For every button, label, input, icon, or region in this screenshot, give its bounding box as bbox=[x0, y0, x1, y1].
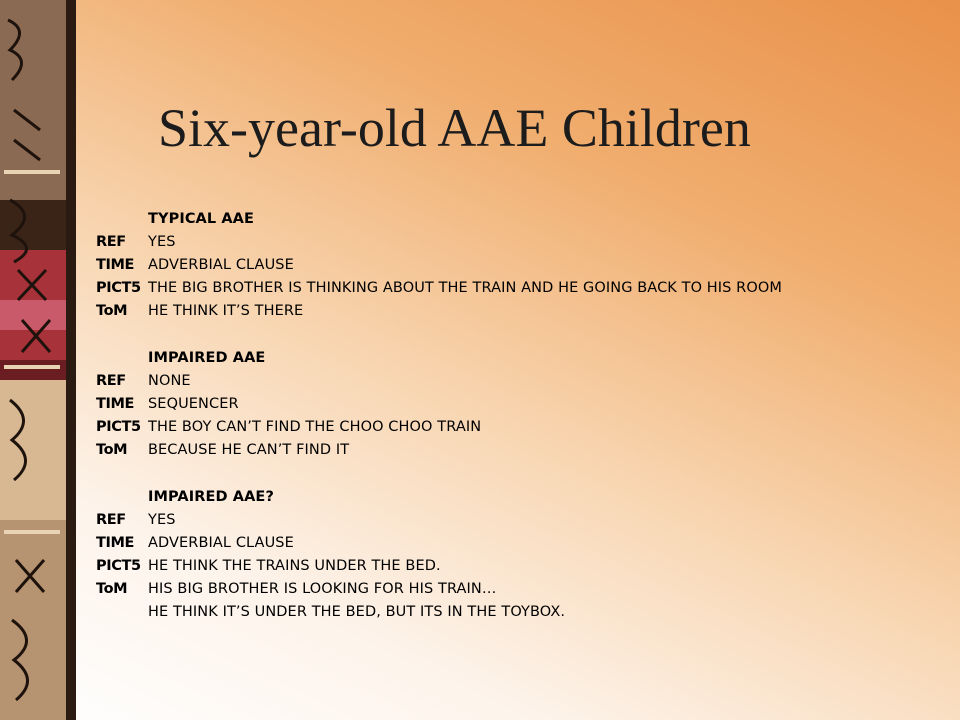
decorative-fabric-strip bbox=[0, 0, 76, 720]
row-code: ToM bbox=[96, 442, 128, 458]
table-row bbox=[96, 277, 896, 300]
group-heading-row bbox=[96, 347, 896, 370]
row-text: YES bbox=[148, 234, 176, 250]
table-row bbox=[96, 532, 896, 555]
row-code: TIME bbox=[96, 535, 135, 551]
row-text: THE BOY CAN’T FIND THE CHOO CHOO TRAIN bbox=[148, 419, 482, 435]
row-code bbox=[96, 601, 148, 624]
group-heading: IMPAIRED AAE? bbox=[148, 489, 274, 505]
row-text: NONE bbox=[148, 373, 191, 389]
row-text: ADVERBIAL CLAUSE bbox=[148, 257, 294, 273]
group-heading: TYPICAL AAE bbox=[148, 211, 255, 227]
transcript-table bbox=[96, 208, 896, 648]
table-row bbox=[96, 393, 896, 416]
row-code: PICT5 bbox=[96, 280, 141, 296]
row-code: TIME bbox=[96, 396, 135, 412]
row-code: REF bbox=[96, 373, 126, 389]
row-text: BECAUSE HE CAN’T FIND IT bbox=[148, 442, 350, 458]
row-text: HE THINK IT’S UNDER THE BED, BUT ITS IN THE TOYBOX. bbox=[148, 604, 566, 620]
row-code: PICT5 bbox=[96, 558, 141, 574]
row-code: PICT5 bbox=[96, 419, 141, 435]
table-row bbox=[96, 601, 896, 624]
table-row bbox=[96, 555, 896, 578]
row-code: TIME bbox=[96, 257, 135, 273]
table-row bbox=[96, 370, 896, 393]
row-text: ADVERBIAL CLAUSE bbox=[148, 535, 294, 551]
row-text: HE THINK THE TRAINS UNDER THE BED. bbox=[148, 558, 441, 574]
table-row bbox=[96, 439, 896, 462]
fabric-pattern-graphic bbox=[0, 0, 76, 720]
group-impaired-aae-question bbox=[96, 486, 896, 624]
row-text: YES bbox=[148, 512, 176, 528]
row-text: HE THINK IT’S THERE bbox=[148, 303, 304, 319]
group-heading-row bbox=[96, 208, 896, 231]
group-typical-aae bbox=[96, 208, 896, 323]
row-text: SEQUENCER bbox=[148, 396, 239, 412]
row-code: ToM bbox=[96, 303, 128, 319]
row-code: ToM bbox=[96, 581, 128, 597]
group-impaired-aae bbox=[96, 347, 896, 462]
table-row bbox=[96, 231, 896, 254]
table-row bbox=[96, 300, 896, 323]
group-heading: IMPAIRED AAE bbox=[148, 350, 266, 366]
row-code: REF bbox=[96, 234, 126, 250]
row-text: THE BIG BROTHER IS THINKING ABOUT THE TRAIN AND HE GOING BACK TO HIS ROOM bbox=[148, 280, 782, 296]
table-row bbox=[96, 416, 896, 439]
table-row bbox=[96, 578, 896, 601]
slide-title: Six-year-old AAE Children bbox=[158, 98, 751, 158]
row-code: REF bbox=[96, 512, 126, 528]
row-text: HIS BIG BROTHER IS LOOKING FOR HIS TRAIN… bbox=[148, 581, 497, 597]
table-row bbox=[96, 509, 896, 532]
group-heading-row bbox=[96, 486, 896, 509]
table-row bbox=[96, 254, 896, 277]
